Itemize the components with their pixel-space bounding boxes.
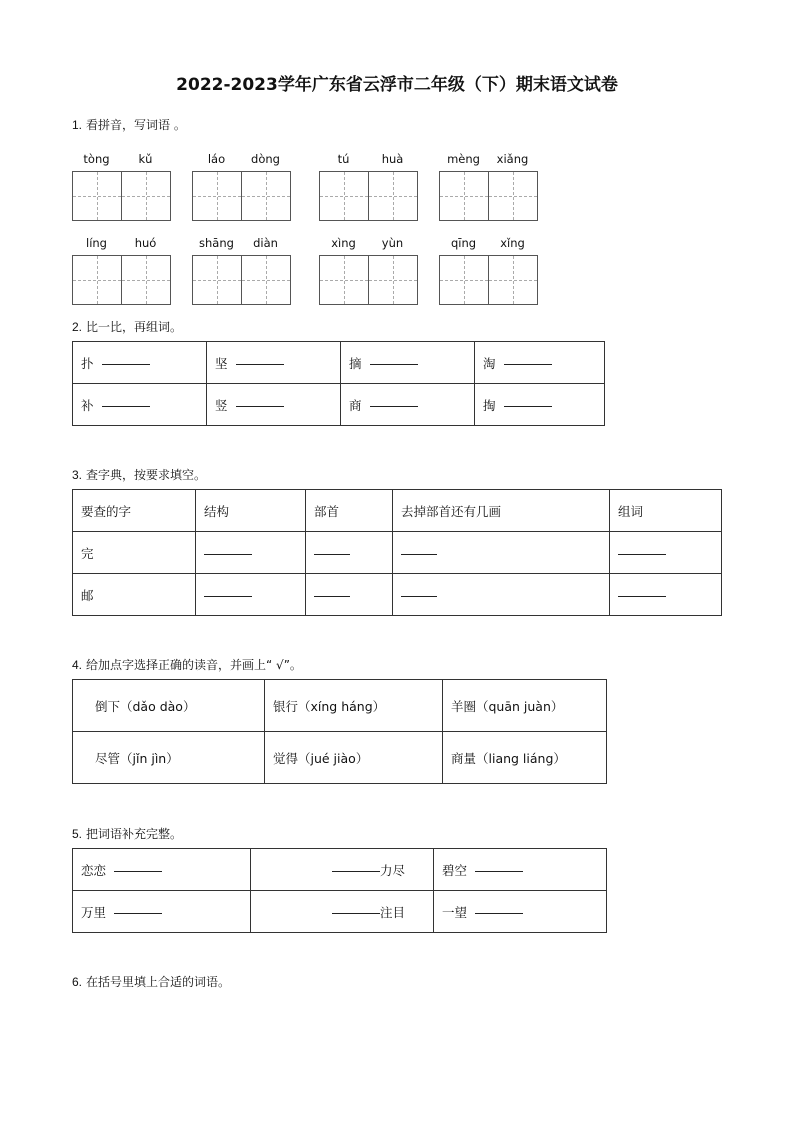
writing-box[interactable] bbox=[439, 255, 489, 305]
question-6 bbox=[72, 973, 230, 990]
answer-blank[interactable] bbox=[114, 912, 162, 914]
answer-blank[interactable] bbox=[314, 595, 350, 597]
pinyin-syllable: xìng bbox=[331, 236, 356, 250]
word-prefix: 恋恋 bbox=[81, 862, 107, 878]
question-text: 给加点字选择正确的读音，并画上“ √”。 bbox=[86, 658, 302, 672]
question-number: 6. bbox=[72, 975, 83, 989]
char-cell: 完 bbox=[73, 532, 196, 574]
question-4 bbox=[72, 656, 302, 673]
pronunciation-choice[interactable]: 倒下（dǎo dào） bbox=[73, 680, 265, 732]
char-cell: 邮 bbox=[73, 574, 196, 616]
table-header: 部首 bbox=[306, 490, 393, 532]
writing-box[interactable] bbox=[488, 255, 538, 305]
question-number: 1. bbox=[72, 118, 83, 132]
answer-blank[interactable] bbox=[401, 595, 437, 597]
writing-box[interactable] bbox=[72, 255, 122, 305]
pinyin-grid bbox=[72, 152, 170, 221]
question-1 bbox=[72, 116, 186, 133]
pinyin-syllable: xǐng bbox=[500, 236, 525, 250]
question-text: 比一比，再组词。 bbox=[86, 320, 183, 334]
char-cell: 扑 bbox=[81, 355, 94, 371]
answer-blank[interactable] bbox=[102, 363, 150, 365]
pinyin-grid bbox=[319, 236, 417, 305]
writing-box[interactable] bbox=[192, 171, 242, 221]
pinyin-syllable: yùn bbox=[381, 236, 404, 250]
pinyin-grid bbox=[439, 152, 537, 221]
pinyin-syllable: líng bbox=[86, 236, 107, 250]
question-text: 在括号里填上合适的词语。 bbox=[86, 975, 231, 989]
pinyin-syllable: qīng bbox=[450, 236, 477, 250]
writing-box[interactable] bbox=[72, 171, 122, 221]
pinyin-syllable: láo bbox=[207, 152, 226, 166]
question-5 bbox=[72, 825, 182, 842]
char-cell: 商 bbox=[349, 397, 362, 413]
table-header: 组词 bbox=[610, 490, 722, 532]
answer-blank[interactable] bbox=[504, 405, 552, 407]
question-text: 查字典，按要求填空。 bbox=[86, 468, 207, 482]
writing-box[interactable] bbox=[192, 255, 242, 305]
answer-blank[interactable] bbox=[314, 553, 350, 555]
pronunciation-choice[interactable]: 觉得（jué jiào） bbox=[265, 732, 443, 784]
writing-box[interactable] bbox=[488, 171, 538, 221]
pinyin-syllable: diàn bbox=[253, 236, 278, 250]
pinyin-syllable: tòng bbox=[83, 152, 110, 166]
char-cell: 掏 bbox=[483, 397, 496, 413]
writing-box[interactable] bbox=[241, 171, 291, 221]
question-3 bbox=[72, 466, 206, 483]
writing-box[interactable] bbox=[368, 255, 418, 305]
writing-box[interactable] bbox=[368, 171, 418, 221]
answer-blank[interactable] bbox=[236, 405, 284, 407]
answer-blank[interactable] bbox=[618, 595, 666, 597]
writing-box[interactable] bbox=[241, 255, 291, 305]
answer-blank[interactable] bbox=[370, 405, 418, 407]
question-text: 看拼音，写词语 。 bbox=[86, 118, 186, 132]
answer-blank[interactable] bbox=[102, 405, 150, 407]
word-suffix: 注目 bbox=[379, 904, 405, 920]
answer-blank[interactable] bbox=[370, 363, 418, 365]
answer-blank[interactable] bbox=[475, 870, 523, 872]
table-header: 要查的字 bbox=[73, 490, 196, 532]
char-cell: 坚 bbox=[215, 355, 228, 371]
char-cell: 摘 bbox=[349, 355, 362, 371]
pronunciation-choice[interactable]: 尽管（jǐn jìn） bbox=[73, 732, 265, 784]
writing-box[interactable] bbox=[121, 255, 171, 305]
pinyin-grid bbox=[192, 152, 290, 221]
word-suffix: 力尽 bbox=[379, 862, 405, 878]
writing-box[interactable] bbox=[319, 255, 369, 305]
pinyin-grid bbox=[192, 236, 290, 305]
word-prefix: 一望 bbox=[442, 904, 468, 920]
pinyin-syllable: shāng bbox=[199, 236, 234, 250]
pinyin-grid bbox=[72, 236, 170, 305]
pinyin-grid bbox=[319, 152, 417, 221]
answer-blank[interactable] bbox=[332, 912, 380, 914]
answer-blank[interactable] bbox=[204, 595, 252, 597]
pinyin-syllable: huà bbox=[381, 152, 404, 166]
pronunciation-choice[interactable]: 商量（liang liáng） bbox=[443, 732, 607, 784]
pinyin-syllable: mèng bbox=[447, 152, 480, 166]
answer-blank[interactable] bbox=[618, 553, 666, 555]
pronunciation-table bbox=[72, 679, 607, 784]
pronunciation-choice[interactable]: 银行（xíng háng） bbox=[265, 680, 443, 732]
table-header: 结构 bbox=[196, 490, 306, 532]
pronunciation-choice[interactable]: 羊圈（quān juàn） bbox=[443, 680, 607, 732]
writing-box[interactable] bbox=[439, 171, 489, 221]
answer-blank[interactable] bbox=[114, 870, 162, 872]
idiom-table bbox=[72, 848, 607, 933]
answer-blank[interactable] bbox=[475, 912, 523, 914]
word-prefix: 碧空 bbox=[442, 862, 468, 878]
question-2 bbox=[72, 318, 182, 335]
answer-blank[interactable] bbox=[332, 870, 380, 872]
word-prefix: 万里 bbox=[81, 904, 107, 920]
pinyin-grid bbox=[439, 236, 537, 305]
question-number: 4. bbox=[72, 658, 83, 672]
pinyin-syllable: huó bbox=[134, 236, 157, 250]
char-cell: 竖 bbox=[215, 397, 228, 413]
question-text: 把词语补充完整。 bbox=[86, 827, 183, 841]
answer-blank[interactable] bbox=[401, 553, 437, 555]
writing-box[interactable] bbox=[121, 171, 171, 221]
question-number: 5. bbox=[72, 827, 83, 841]
question-number: 3. bbox=[72, 468, 83, 482]
writing-box[interactable] bbox=[319, 171, 369, 221]
dictionary-table bbox=[72, 489, 722, 616]
page-title: 2022-2023学年广东省云浮市二年级（下）期末语文试卷 bbox=[176, 75, 618, 95]
answer-blank[interactable] bbox=[236, 363, 284, 365]
pinyin-syllable: xiǎng bbox=[496, 152, 529, 166]
char-cell: 补 bbox=[81, 397, 94, 413]
question-number: 2. bbox=[72, 320, 83, 334]
answer-blank[interactable] bbox=[204, 553, 252, 555]
char-cell: 淘 bbox=[483, 355, 496, 371]
compare-table bbox=[72, 341, 605, 426]
pinyin-syllable: dòng bbox=[251, 152, 280, 166]
pinyin-syllable: tú bbox=[337, 152, 350, 166]
table-header: 去掉部首还有几画 bbox=[393, 490, 610, 532]
answer-blank[interactable] bbox=[504, 363, 552, 365]
pinyin-syllable: kǔ bbox=[138, 152, 153, 166]
